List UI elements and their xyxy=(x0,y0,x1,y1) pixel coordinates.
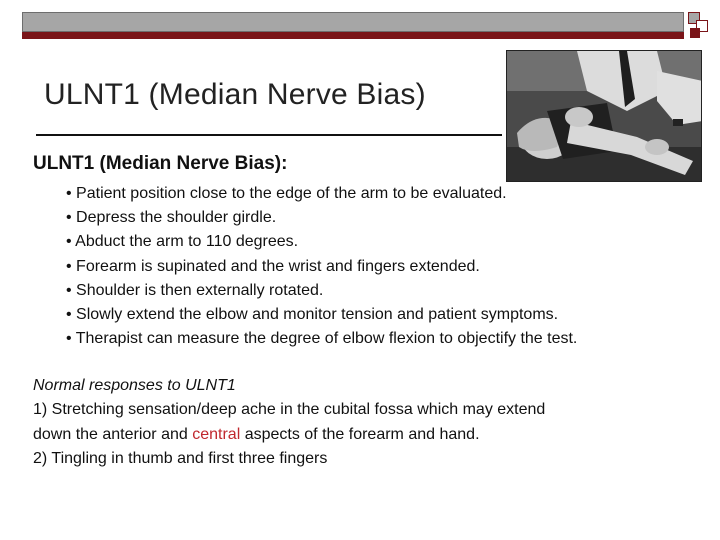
slide-title: ULNT1 (Median Nerve Bias) xyxy=(44,78,426,111)
bullet-item: • Abduct the arm to 110 degrees. xyxy=(66,233,299,251)
normal-responses-heading: Normal responses to ULNT1 xyxy=(33,377,236,394)
normal-response-1-line-1: 1) Stretching sensation/deep ache in the cubital fossa which may extend xyxy=(33,401,546,419)
line-text: aspects of the forearm and hand. xyxy=(240,425,480,443)
section-subtitle: ULNT1 (Median Nerve Bias): xyxy=(33,153,288,174)
photo-illustration xyxy=(507,51,702,182)
highlighted-word: central xyxy=(192,425,241,443)
top-bar-gray-band xyxy=(22,12,684,32)
bullet-item: • Patient position close to the edge of the arm to be evaluated. xyxy=(66,185,507,202)
bullet-item: • Depress the shoulder girdle. xyxy=(66,209,277,227)
normal-responses-block xyxy=(33,374,683,471)
top-bar-red-band xyxy=(22,32,684,39)
bullet-item: • Slowly extend the elbow and monitor tension and patient symptoms. xyxy=(66,306,559,324)
line-text: down the anterior and xyxy=(33,425,193,443)
normal-response-2: 2) Tingling in thumb and first three fingers xyxy=(33,449,328,467)
top-decorative-bar xyxy=(22,12,684,38)
ulnt1-test-photo xyxy=(506,50,702,182)
normal-response-1-line-2 xyxy=(33,423,683,447)
bullet-item: • Therapist can measure the degree of elbow flexion to objectify the test. xyxy=(66,330,578,348)
bullet-item: • Forearm is supinated and the wrist and fingers extended. xyxy=(66,257,480,275)
corner-square-red xyxy=(690,28,700,38)
procedure-bullet-list xyxy=(66,182,577,351)
corner-squares-decoration xyxy=(688,12,710,38)
bullet-item: • Shoulder is then externally rotated. xyxy=(66,281,324,299)
title-underline xyxy=(36,134,502,136)
